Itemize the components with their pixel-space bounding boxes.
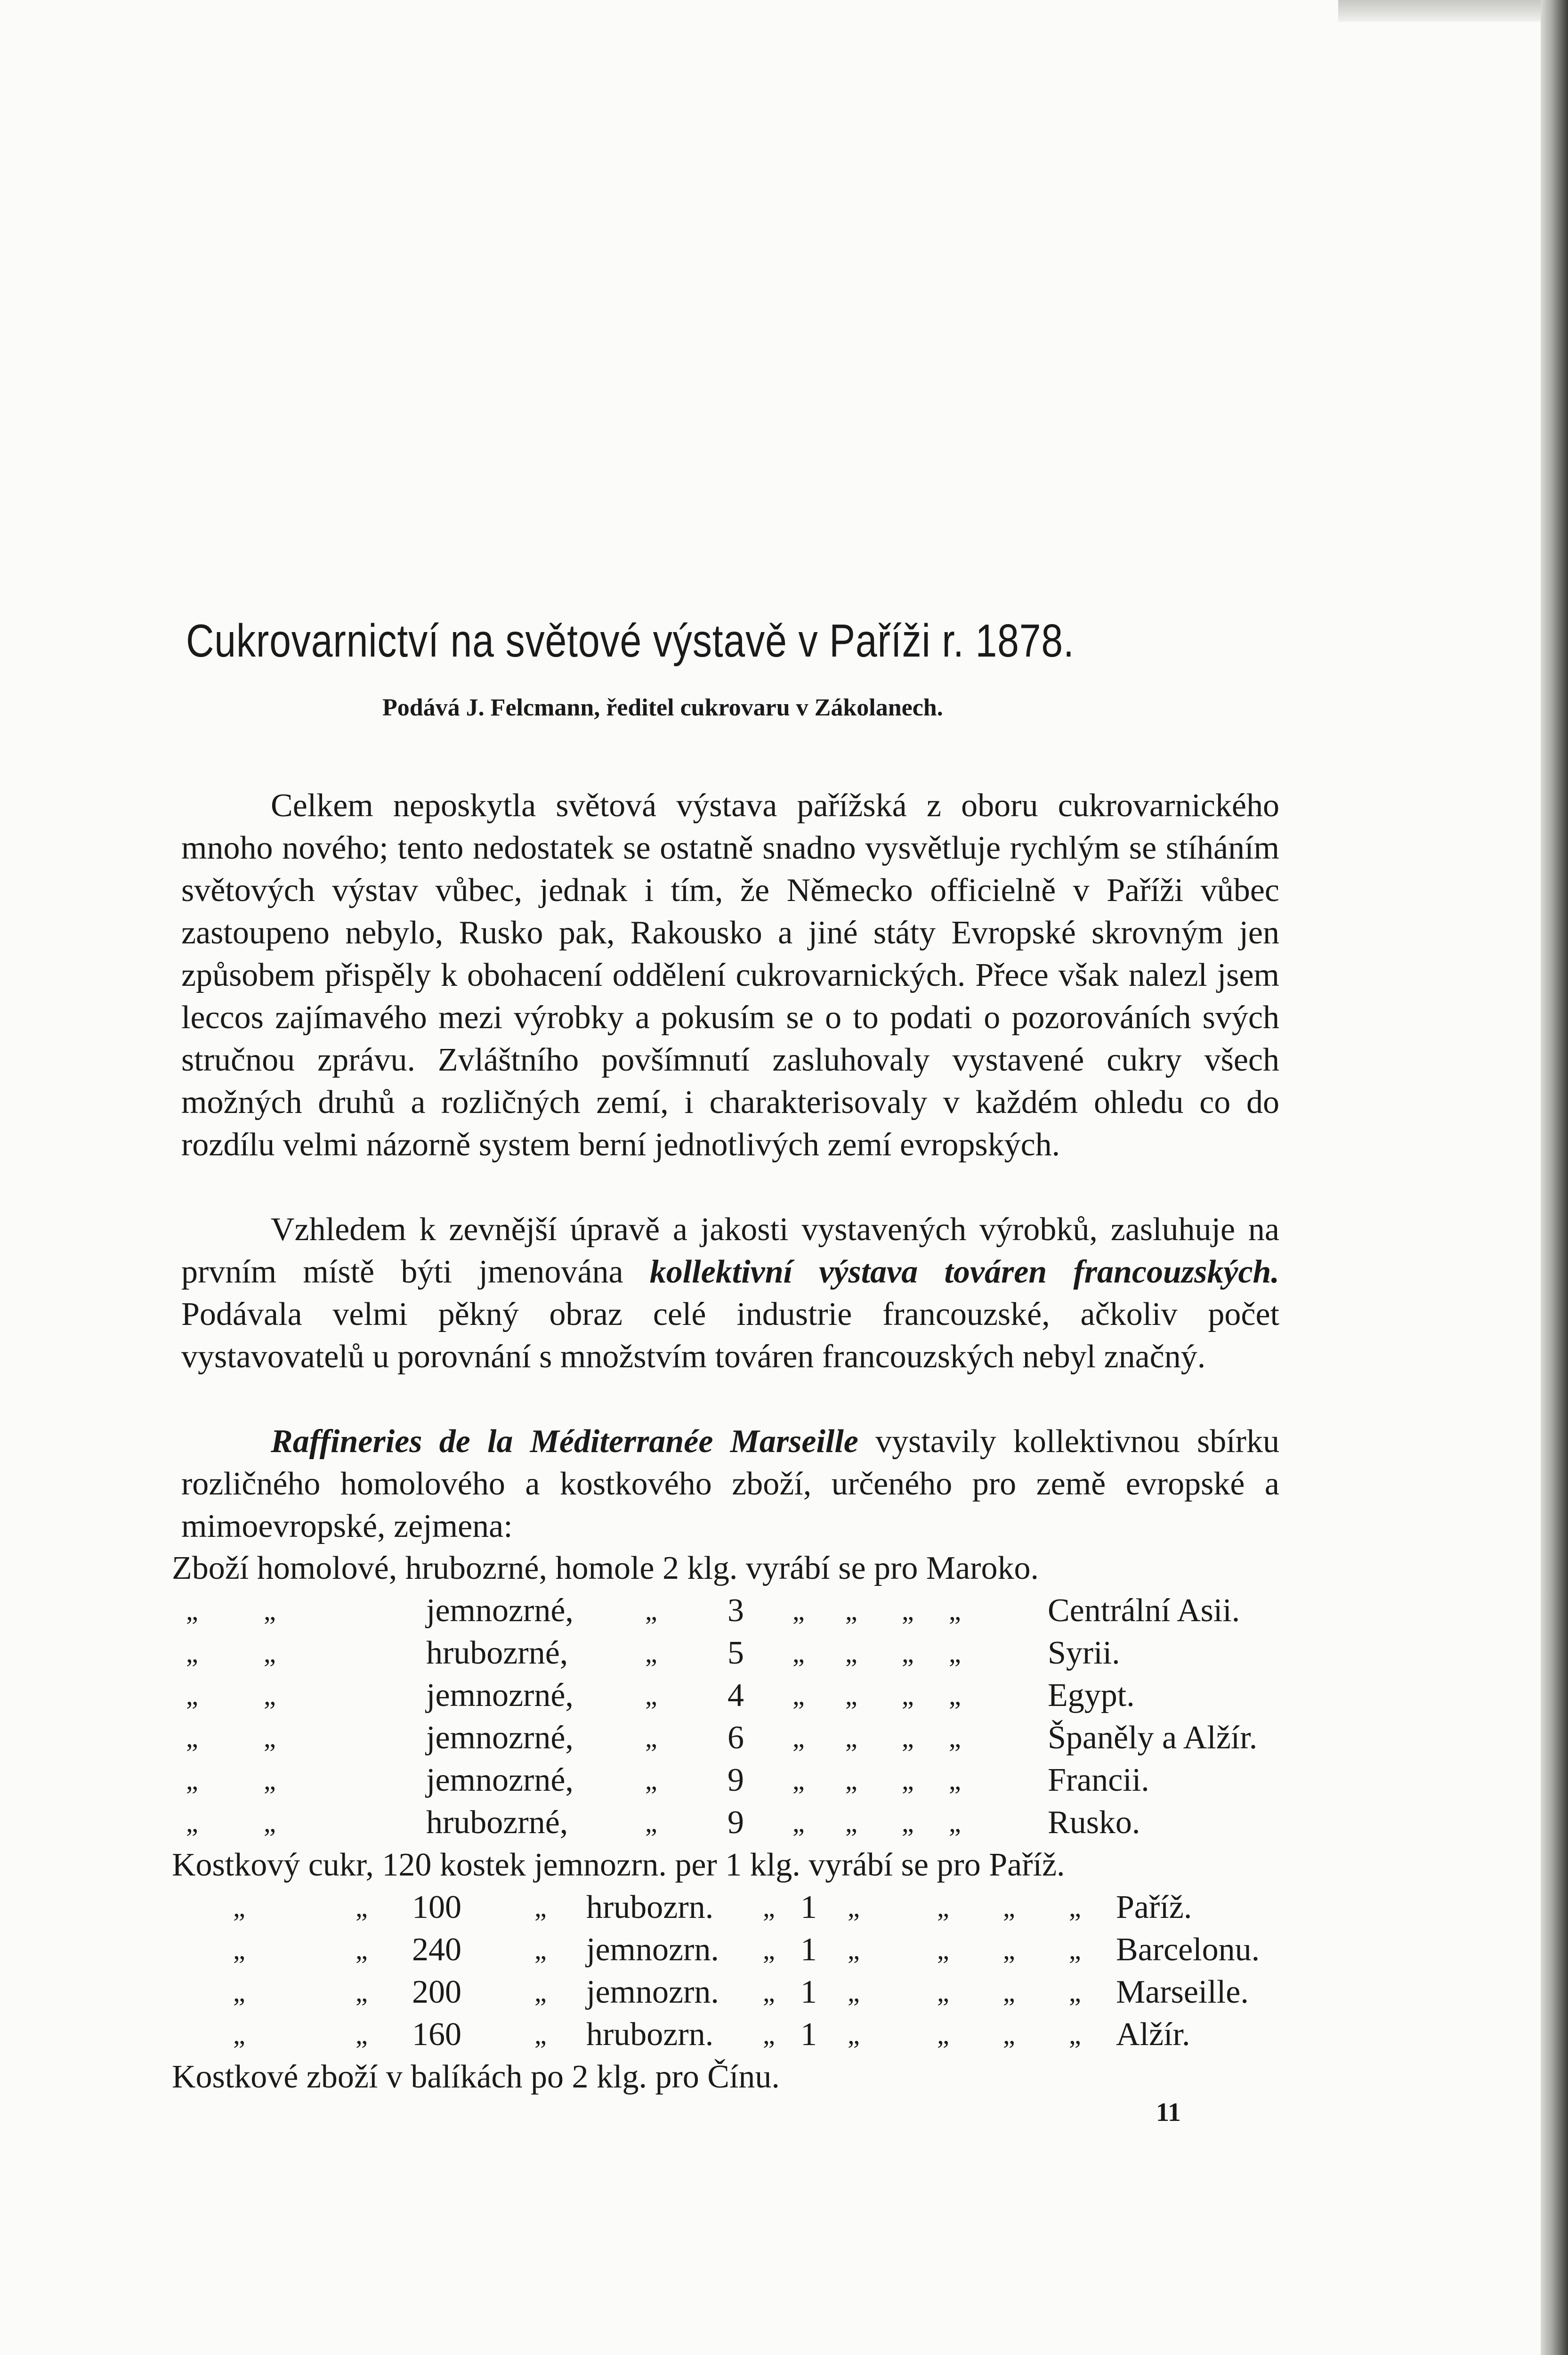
destination: Barcelonu.: [1116, 1932, 1260, 1968]
ditto-mark: „: [845, 1722, 857, 1753]
homole-intro: Zboží homolové, hrubozrné, homole 2 klg. vyrábí se pro Maroko.: [172, 1550, 1039, 1586]
paragraph-3-italic: Raffineries de la Méditerranée Marseille: [271, 1423, 858, 1460]
homole-row: [172, 1590, 1283, 1632]
paragraph-3-text: [181, 1421, 1279, 1548]
homole-row: [172, 1717, 1283, 1759]
cube-count: 100: [412, 1889, 461, 1925]
ditto-mark: „: [902, 1807, 914, 1838]
destination: Paříž.: [1116, 1889, 1192, 1925]
ditto-mark: „: [534, 1934, 547, 1965]
ditto-mark: „: [845, 1807, 857, 1838]
ditto-mark: „: [645, 1595, 657, 1626]
grain-type: jemnozrné,: [426, 1720, 574, 1756]
cube-count: 240: [412, 1932, 461, 1968]
weight-kg: 3: [727, 1592, 744, 1629]
ditto-mark: „: [233, 1977, 245, 2007]
destination: Egypt.: [1048, 1677, 1135, 1713]
ditto-mark: „: [264, 1638, 276, 1668]
ditto-mark: „: [645, 1680, 657, 1711]
weight-kg: 1: [800, 1974, 817, 2010]
author-line: Podává J. Felcmann, ředitel cukrovaru v Zákolanech.: [382, 694, 943, 721]
ditto-mark: „: [1069, 1977, 1081, 2007]
ditto-mark: „: [848, 1934, 860, 1965]
ditto-mark: „: [763, 1977, 775, 2007]
kostky-rows: [172, 1886, 1283, 2056]
kostky-row: [172, 1886, 1283, 1929]
ditto-mark: „: [186, 1680, 198, 1711]
homole-row: [172, 1674, 1283, 1717]
ditto-mark: „: [356, 1892, 368, 1923]
ditto-mark: „: [902, 1680, 914, 1711]
ditto-mark: „: [534, 1977, 547, 2007]
grain-type: hrubozrné,: [426, 1804, 568, 1841]
ditto-mark: „: [937, 1892, 949, 1923]
ditto-mark: „: [233, 1892, 245, 1923]
ditto-mark: „: [186, 1807, 198, 1838]
sugar-product-list: [172, 1547, 1283, 2098]
ditto-mark: „: [845, 1638, 857, 1668]
ditto-mark: „: [356, 1934, 368, 1965]
ditto-mark: „: [845, 1765, 857, 1795]
grain-type: hrubozrné,: [426, 1635, 568, 1671]
ditto-mark: „: [949, 1765, 961, 1795]
destination: Španěly a Alžír.: [1048, 1720, 1258, 1756]
kostky-row: [172, 1971, 1283, 2014]
ditto-mark: „: [949, 1595, 961, 1626]
cube-count: 200: [412, 1974, 461, 2010]
ditto-mark: „: [848, 1892, 860, 1923]
grain-type: hrubozrn.: [586, 2016, 714, 2053]
ditto-mark: „: [792, 1680, 805, 1711]
ditto-mark: „: [534, 2019, 547, 2050]
ditto-mark: „: [1003, 1892, 1015, 1923]
weight-kg: 1: [800, 2016, 817, 2053]
ditto-mark: „: [1003, 1977, 1015, 2007]
ditto-mark: „: [949, 1807, 961, 1838]
paragraph-2-after: Podávala velmi pěkný obraz celé industrie francouzské, ačkoliv počet vystavovatelů u porovnání s množstvím továren francouzských nebyl značný.: [181, 1296, 1279, 1375]
grain-type: jemnozrn.: [586, 1974, 719, 2010]
kostky-intro-row: [172, 1844, 1283, 1886]
ditto-mark: „: [645, 1807, 657, 1838]
ditto-mark: „: [186, 1765, 198, 1795]
ditto-mark: „: [937, 2019, 949, 2050]
ditto-mark: „: [845, 1595, 857, 1626]
grain-type: jemnozrn.: [586, 1932, 719, 1968]
weight-kg: 1: [800, 1932, 817, 1968]
weight-kg: 9: [727, 1804, 744, 1841]
ditto-mark: „: [937, 1934, 949, 1965]
ditto-mark: „: [792, 1722, 805, 1753]
ditto-mark: „: [264, 1765, 276, 1795]
grain-type: jemnozrné,: [426, 1762, 574, 1798]
paragraph-3: [181, 1421, 1279, 1548]
ditto-mark: „: [356, 1977, 368, 2007]
ditto-mark: „: [937, 1977, 949, 2007]
ditto-mark: „: [902, 1722, 914, 1753]
destination: Alžír.: [1116, 2016, 1190, 2053]
ditto-mark: „: [902, 1765, 914, 1795]
grain-type: jemnozrné,: [426, 1592, 574, 1629]
ditto-mark: „: [233, 1934, 245, 1965]
ditto-mark: „: [534, 1892, 547, 1923]
ditto-mark: „: [949, 1680, 961, 1711]
ditto-mark: „: [949, 1722, 961, 1753]
ditto-mark: „: [792, 1807, 805, 1838]
weight-kg: 6: [727, 1720, 744, 1756]
ditto-mark: „: [264, 1595, 276, 1626]
ditto-mark: „: [792, 1638, 805, 1668]
closing-line: Kostkové zboží v balíkách po 2 klg. pro Čínu.: [172, 2059, 780, 2095]
kostky-intro: Kostkový cukr, 120 kostek jemnozrn. per 1 klg. vyrábí se pro Paříž.: [172, 1847, 1065, 1883]
weight-kg: 4: [727, 1677, 744, 1713]
ditto-mark: „: [264, 1680, 276, 1711]
ditto-mark: „: [763, 1892, 775, 1923]
ditto-mark: „: [233, 2019, 245, 2050]
paragraph-3-after: vystavily kollektivnou sbírku rozličného homolového a kostkového zboží, určeného pro země evropské a mimoevropské, zejmena:: [181, 1423, 1279, 1544]
weight-kg: 1: [800, 1889, 817, 1925]
kostky-row: [172, 1929, 1283, 1971]
paragraph-2-before: Vzhledem k zevnější úpravě a jakosti vystavených výrobků, zasluhuje na prvním místě býti jmenována: [181, 1211, 1279, 1290]
destination: Syrii.: [1048, 1635, 1120, 1671]
paragraph-2: [181, 1209, 1279, 1378]
paragraph-2-text: [181, 1209, 1279, 1378]
destination: Francii.: [1048, 1762, 1149, 1798]
closing-row: [172, 2056, 1283, 2098]
ditto-mark: „: [848, 2019, 860, 2050]
ditto-mark: „: [1003, 1934, 1015, 1965]
ditto-mark: „: [845, 1680, 857, 1711]
page-number: 11: [1156, 2098, 1181, 2127]
ditto-mark: „: [848, 1977, 860, 2007]
homole-row: [172, 1632, 1283, 1674]
weight-kg: 5: [727, 1635, 744, 1671]
ditto-mark: „: [1069, 1892, 1081, 1923]
ditto-mark: „: [645, 1722, 657, 1753]
cube-count: 160: [412, 2016, 461, 2053]
homole-rows: [172, 1590, 1283, 1844]
ditto-mark: „: [186, 1638, 198, 1668]
kostky-row: [172, 2014, 1283, 2056]
ditto-mark: „: [645, 1638, 657, 1668]
ditto-mark: „: [902, 1638, 914, 1668]
ditto-mark: „: [356, 2019, 368, 2050]
ditto-mark: „: [763, 2019, 775, 2050]
ditto-mark: „: [1003, 2019, 1015, 2050]
homole-row: [172, 1802, 1283, 1844]
ditto-mark: „: [763, 1934, 775, 1965]
paragraph-1: [181, 785, 1279, 1166]
page-title: Cukrovarnictví na světové výstavě v Paříži r. 1878.: [186, 615, 1075, 666]
ditto-mark: „: [902, 1595, 914, 1626]
ditto-mark: „: [645, 1765, 657, 1795]
homole-row: [172, 1759, 1283, 1802]
ditto-mark: „: [264, 1722, 276, 1753]
ditto-mark: „: [264, 1807, 276, 1838]
ditto-mark: „: [949, 1638, 961, 1668]
destination: Marseille.: [1116, 1974, 1249, 2010]
paragraph-1-text: Celkem neposkytla světová výstava pařížská z oboru cukrovarnického mnoho nového; tento nedostatek se ostatně snadno vysvětluje rychlým se stíháním světových výstav vůbec, jednak i tím, že Německo officielně v Paříži vůbec zastoupeno nebylo, Rusko pak, Rakousko a jiné státy Evropské skrovným jen způsobem přispěly k obohacení oddělení cukrovarnických. Přece však nalezl jsem leccos zajímavého mezi výrobky a pokusím se o to podati o pozorováních svých stručnou zprávu. Zvláštního povšímnutí zasluhovaly vystavené cukry všech možných druhů a rozličných zemí, i charakterisovaly v každém ohledu co do rozdílu velmi názorně system berní jednotlivých zemí evropských.: [181, 788, 1279, 1163]
grain-type: jemnozrné,: [426, 1677, 574, 1713]
ditto-mark: „: [186, 1595, 198, 1626]
ditto-mark: „: [1069, 2019, 1081, 2050]
grain-type: hrubozrn.: [586, 1889, 714, 1925]
ditto-mark: „: [186, 1722, 198, 1753]
destination: Centrální Asii.: [1048, 1592, 1240, 1629]
weight-kg: 9: [727, 1762, 744, 1798]
ditto-mark: „: [1069, 1934, 1081, 1965]
paragraph-2-italic: kollektivní výstava továren francouzských.: [649, 1254, 1279, 1290]
ditto-mark: „: [792, 1765, 805, 1795]
destination: Rusko.: [1048, 1804, 1140, 1841]
ditto-mark: „: [792, 1595, 805, 1626]
homole-intro-row: [172, 1547, 1283, 1590]
